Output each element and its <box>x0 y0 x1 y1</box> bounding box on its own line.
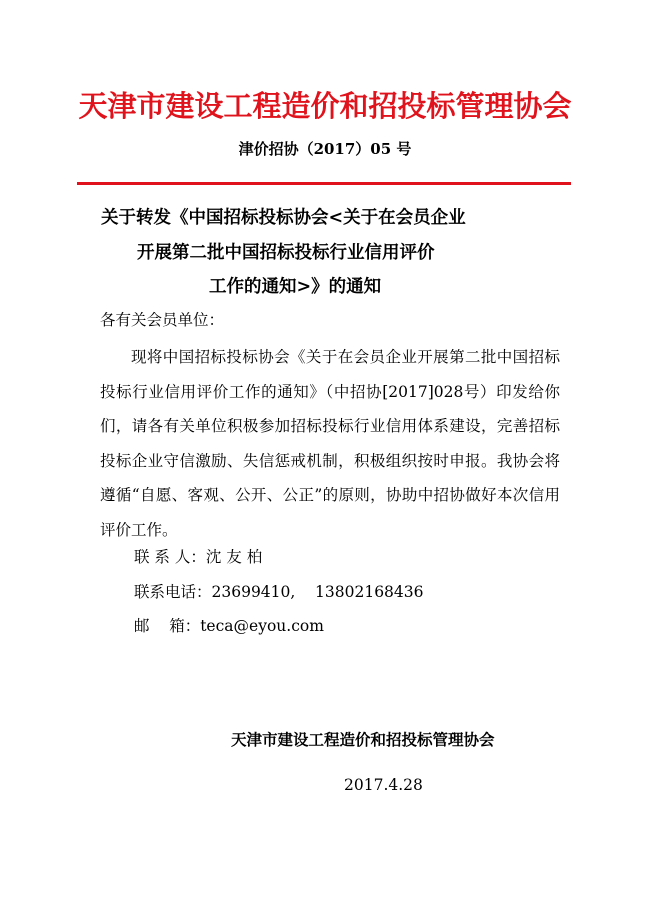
contact-email: 邮 箱：teca@eyou.com <box>134 617 324 635</box>
salutation: 各有关会员单位： <box>100 311 225 329</box>
notice-title-line-1: 关于转发《中国招标投标协会<关于在会员企业 <box>101 208 466 228</box>
document-number: 津价招协（2017）05 号 <box>238 140 412 158</box>
body-paragraph: 现将中国招标投标协会《关于在会员企业开展第二批中国招标投标行业信用评价工作的通知》（中招协[2017]028号）印发给你们，请各有关单位积极参加招标投标行业信用体系建设，完善招标投标企业守信激励、失信惩戒机制，积极组织按时申报。我协会将遵循“自愿、客观、公开、公正”的原则，协助中招协做好本次信用评价工作。 <box>100 348 560 539</box>
header-divider <box>77 182 571 185</box>
signature-date: 2017.4.28 <box>344 776 423 794</box>
notice-title-line-3: 工作的通知>》的通知 <box>209 277 382 297</box>
signature-org: 天津市建设工程造价和招投标管理协会 <box>231 730 495 749</box>
notice-title-line-2: 开展第二批中国招标投标行业信用评价 <box>137 243 435 263</box>
org-header-title: 天津市建设工程造价和招投标管理协会 <box>78 89 572 123</box>
contact-person: 联 系 人：沈 友 柏 <box>134 548 263 566</box>
contact-phone: 联系电话：23699410, 13802168436 <box>134 583 424 601</box>
